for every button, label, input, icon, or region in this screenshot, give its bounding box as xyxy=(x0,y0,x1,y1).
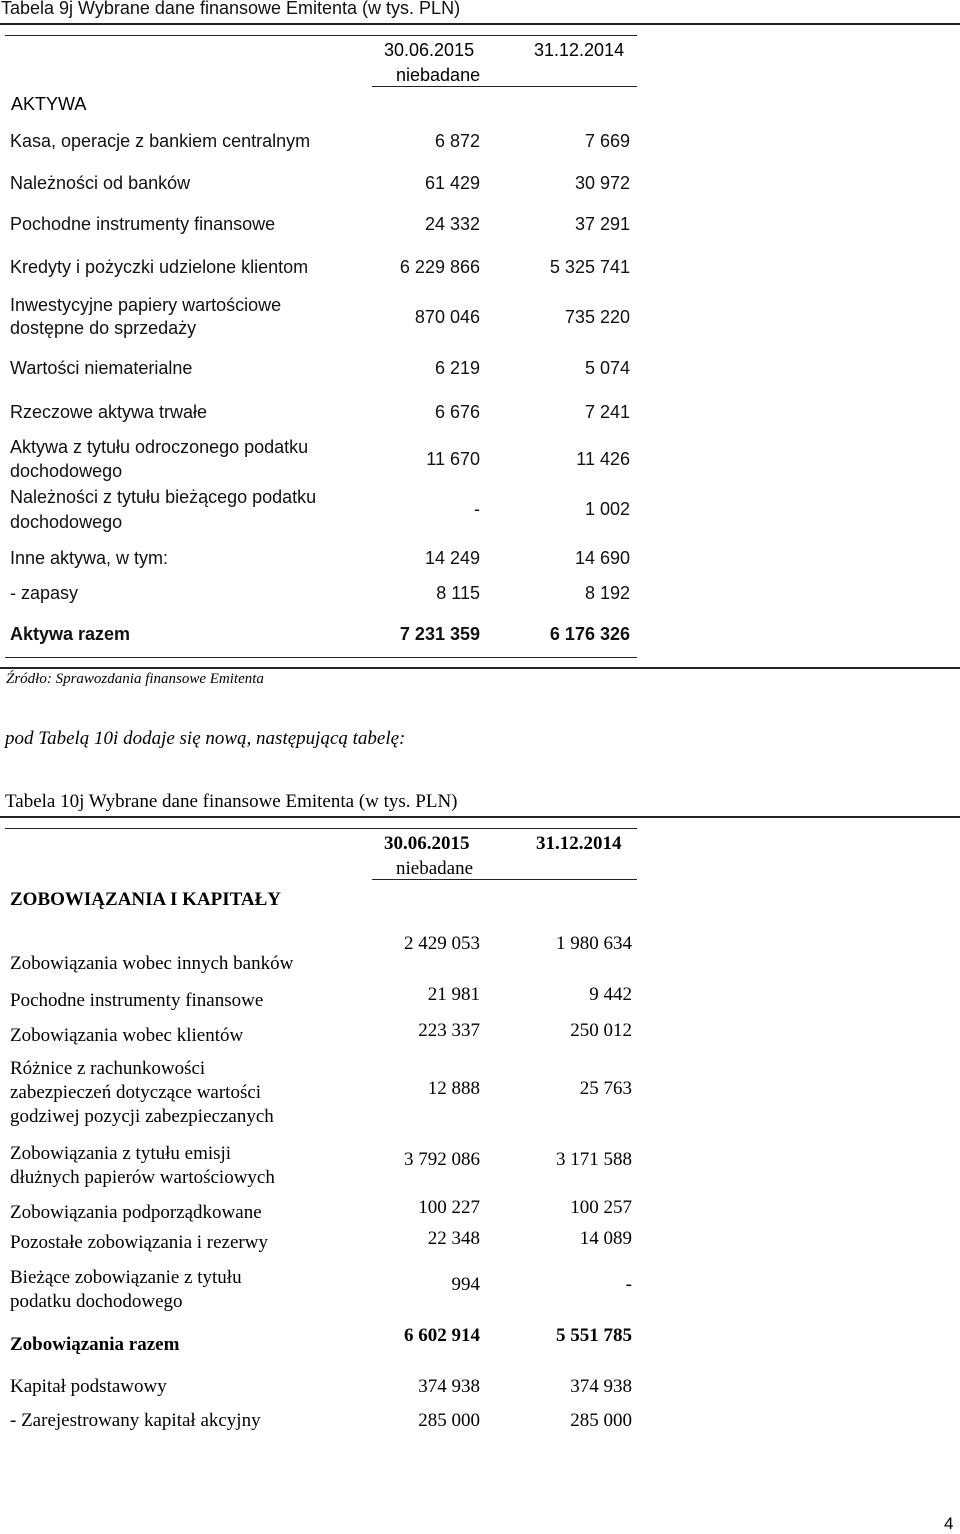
table-row-value-2015: 14 249 xyxy=(424,548,480,568)
table-row-label-line2: zabezpieczeń dotyczące wartości xyxy=(10,1082,262,1103)
table-row-label-line2: dłużnych papierów wartościowych xyxy=(10,1167,275,1188)
amendment-note: pod Tabelą 10i dodaje się nową, następującą tabelę: xyxy=(5,728,406,749)
table-row-label-line2: dostępne do sprzedaży xyxy=(10,318,197,338)
table9-source: Źródło: Sprawozdania finansowe Emitenta xyxy=(6,671,264,687)
table-row-label: - Zarejestrowany kapitał akcyjny xyxy=(10,1410,261,1431)
table-row-label: Pochodne instrumenty finansowe xyxy=(10,990,264,1011)
table9-col1-sub: niebadane xyxy=(396,65,481,85)
table-row-label: Inwestycyjne papiery wartościowe xyxy=(10,295,282,315)
table-row-value-2014: 1 002 xyxy=(584,499,630,519)
table-row-value-2014: 7 669 xyxy=(584,131,630,151)
table9-total-value-2014: 6 176 326 xyxy=(549,624,630,644)
table-row-label: Bieżące zobowiązanie z tytułu xyxy=(10,1267,242,1288)
table-row-value-2014: 25 763 xyxy=(579,1078,632,1099)
table-row-value-2015: 8 115 xyxy=(436,583,480,603)
table-row-value-2015: 223 337 xyxy=(418,1020,480,1041)
table-row-value-2015: 12 888 xyxy=(427,1078,480,1099)
table-row-label: Kapitał podstawowy xyxy=(10,1376,167,1397)
table9-top-rule xyxy=(5,35,637,36)
table-row-label: Zobowiązania podporządkowane xyxy=(10,1202,262,1223)
table10-top-rule xyxy=(5,828,637,829)
table10-total-value-2014: 5 551 785 xyxy=(556,1325,632,1346)
table9-bottom-rule xyxy=(0,667,960,669)
table-row-label: Zobowiązania z tytułu emisji xyxy=(10,1143,232,1164)
table10-total-value-2015: 6 602 914 xyxy=(404,1325,480,1346)
table10-col1-sub: niebadane xyxy=(396,858,474,879)
table9-section-heading: AKTYWA xyxy=(11,94,87,114)
page-number: 4 xyxy=(944,1514,954,1533)
table-row-value-2015: 870 046 xyxy=(414,307,480,327)
table-row-value-2015: 6 219 xyxy=(434,358,480,378)
table9-total-value-2015: 7 231 359 xyxy=(399,624,480,644)
table-row-value-2015: 61 429 xyxy=(424,173,480,193)
table-row-value-2014: 374 938 xyxy=(570,1376,632,1397)
table-row-label: Zobowiązania wobec klientów xyxy=(10,1025,244,1046)
table9-col1-date: 30.06.2015 xyxy=(384,40,475,60)
table10-section-heading: ZOBOWIĄZANIA I KAPITAŁY xyxy=(10,889,281,910)
table9-col2-date: 31.12.2014 xyxy=(534,40,625,60)
table-row-value-2014: 14 690 xyxy=(574,548,630,568)
table-row-value-2015: 2 429 053 xyxy=(404,933,480,954)
table-row-value-2014: 250 012 xyxy=(570,1020,632,1041)
table9-caption: Tabela 9j Wybrane dane finansowe Emitenta (w tys. PLN) xyxy=(1,0,461,18)
table-row-label-line3: godziwej pozycji zabezpieczanych xyxy=(10,1106,274,1127)
table-row-value-2015: 285 000 xyxy=(418,1410,480,1431)
table-row-value-2014: 37 291 xyxy=(574,214,630,234)
table-row-value-2014: 11 426 xyxy=(576,449,630,469)
table-row-value-2014: 735 220 xyxy=(564,307,630,327)
table9-caption-rule xyxy=(0,23,960,25)
table-row-label: Różnice z rachunkowości xyxy=(10,1058,206,1079)
table-row-label: Inne aktywa, w tym: xyxy=(10,548,169,568)
table-row-label: Wartości niematerialne xyxy=(10,358,193,378)
table-row-value-2014: 285 000 xyxy=(570,1410,632,1431)
table-row-value-2014: 1 980 634 xyxy=(556,933,632,954)
table-row-value-2015: 11 670 xyxy=(426,449,480,469)
table10-caption: Tabela 10j Wybrane dane finansowe Emitenta (w tys. PLN) xyxy=(5,791,458,812)
table-row-value-2015: 6 676 xyxy=(434,402,480,422)
table-row-value-2015: - xyxy=(474,499,480,519)
table-row-label-line2: podatku dochodowego xyxy=(10,1291,183,1312)
table-row-value-2014: 5 325 741 xyxy=(549,257,630,277)
table-row-label: Kredyty i pożyczki udzielone klientom xyxy=(10,257,309,277)
table9-total-rule xyxy=(5,657,637,658)
table-row-value-2014: 100 257 xyxy=(570,1197,632,1218)
table-row-label: Zobowiązania wobec innych banków xyxy=(10,953,294,974)
table-row-label: Rzeczowe aktywa trwałe xyxy=(10,402,208,422)
table-row-value-2015: 22 348 xyxy=(427,1228,480,1249)
table-row-label: Kasa, operacje z bankiem centralnym xyxy=(10,131,311,151)
table-row-value-2015: 24 332 xyxy=(424,214,480,234)
table-row-value-2015: 100 227 xyxy=(418,1197,480,1218)
table-row-value-2015: 21 981 xyxy=(427,984,480,1005)
table-row-label-line2: dochodowego xyxy=(10,461,123,481)
table-row-label: Pozostałe zobowiązania i rezerwy xyxy=(10,1232,268,1253)
table-row-value-2015: 6 229 866 xyxy=(399,257,480,277)
table-row-value-2014: 30 972 xyxy=(574,173,630,193)
table-row-value-2015: 374 938 xyxy=(418,1376,480,1397)
table-row-label: - zapasy xyxy=(10,583,79,603)
table-row-value-2014: - xyxy=(625,1274,632,1295)
table10-col1-date: 30.06.2015 xyxy=(384,833,470,854)
table10-header-rule xyxy=(372,879,637,880)
table9-total-label: Aktywa razem xyxy=(10,624,131,644)
table-row-value-2014: 5 074 xyxy=(584,358,630,378)
table-row-value-2015: 6 872 xyxy=(434,131,480,151)
table-row-value-2014: 7 241 xyxy=(584,402,630,422)
table-row-value-2014: 8 192 xyxy=(584,583,630,603)
table-row-label: Należności z tytułu bieżącego podatku xyxy=(10,487,317,507)
table-row-value-2014: 9 442 xyxy=(589,984,632,1005)
table-row-value-2014: 14 089 xyxy=(579,1228,632,1249)
table-row-label: Aktywa z tytułu odroczonego podatku xyxy=(10,437,309,457)
table10-col2-date: 31.12.2014 xyxy=(536,833,622,854)
table10-total-label: Zobowiązania razem xyxy=(10,1334,180,1355)
table-row-value-2014: 3 171 588 xyxy=(556,1149,632,1170)
table-row-label-line2: dochodowego xyxy=(10,512,123,532)
table-row-value-2015: 994 xyxy=(451,1274,480,1295)
table-row-label: Pochodne instrumenty finansowe xyxy=(10,214,276,234)
table-row-label: Należności od banków xyxy=(10,173,191,193)
table9-header-rule xyxy=(372,86,637,87)
table-row-value-2015: 3 792 086 xyxy=(404,1149,480,1170)
table10-caption-rule xyxy=(0,816,960,818)
